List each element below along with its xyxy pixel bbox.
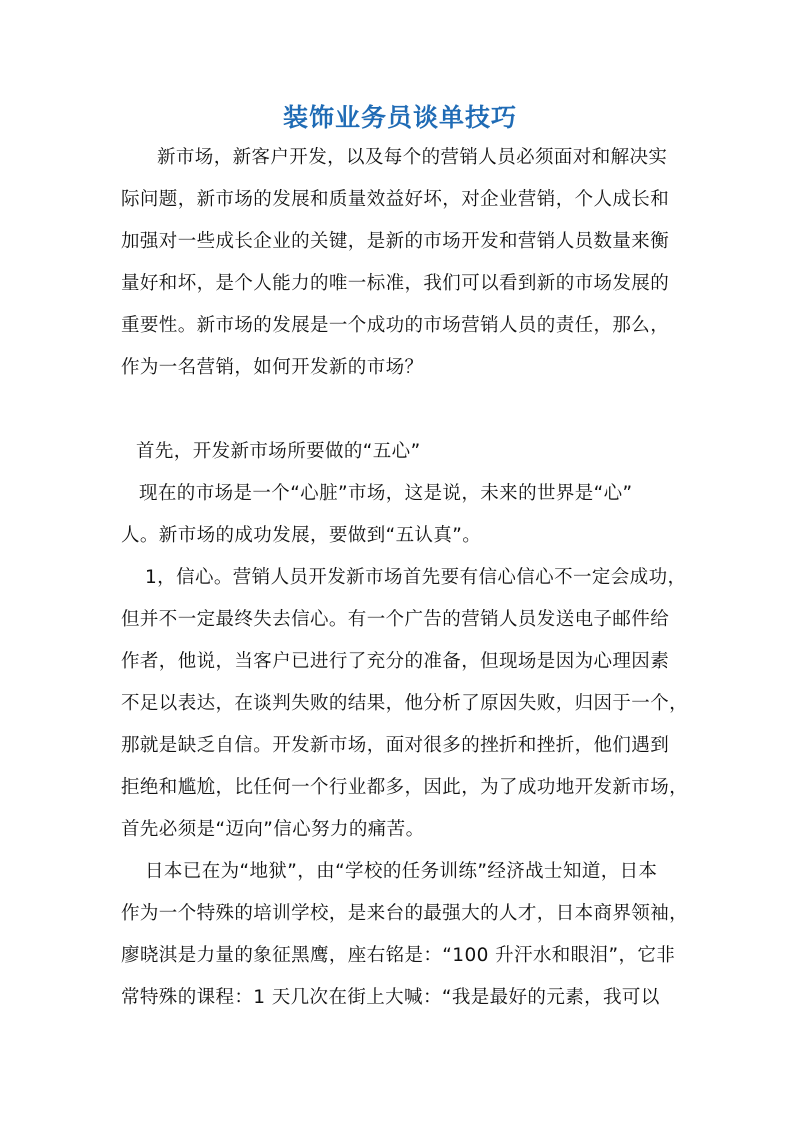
- paragraph-line: 日本已在为“地狱”，由“学校的任务训练”经济战士知道，日本: [145, 861, 658, 882]
- paragraph-line: 量好和坏，是个人能力的唯一标准，我们可以看到新的市场发展的: [121, 273, 670, 294]
- paragraph-line: 但并不一定最终失去信心。有一个广告的营销人员发送电子邮件给: [121, 609, 670, 630]
- paragraph-line: 廖晓淇是力量的象征黑鹰，座右铭是：“100 升汗水和眼泪”，它非: [121, 945, 676, 966]
- paragraph-line: 作者，他说，当客户已进行了充分的准备，但现场是因为心理因素: [121, 651, 670, 672]
- paragraph-line: 不足以表达，在谈判失败的结果，他分析了原因失败，归因于一个，: [121, 693, 689, 714]
- paragraph-line: 际问题，新市场的发展和质量效益好坏，对企业营销，个人成长和: [121, 189, 670, 210]
- paragraph-line: 1，信心。营销人员开发新市场首先要有信心信心不一定会成功，: [145, 567, 687, 588]
- paragraph-line: 重要性。新市场的发展是一个成功的市场营销人员的责任，那么，: [121, 315, 670, 336]
- paragraph-line: 人。新市场的成功发展，要做到“五认真”。: [121, 525, 482, 546]
- paragraph-line: 现在的市场是一个“心脏”市场，这是说，未来的世界是“心”: [139, 483, 633, 504]
- paragraph-line: 加强对一些成长企业的关键，是新的市场开发和营销人员数量来衡: [121, 231, 670, 252]
- document-title: 装饰业务员谈单技巧: [282, 103, 517, 132]
- paragraph-line: 首先必须是“迈向”信心努力的痛苦。: [121, 819, 425, 840]
- paragraph-line: 新市场，新客户开发，以及每个的营销人员必须面对和解决实: [157, 147, 668, 168]
- paragraph-line: 常特殊的课程：1 天几次在街上大喊：“我是最好的元素，我可以: [121, 987, 660, 1008]
- paragraph-line: 作为一名营销，如何开发新的市场？: [121, 357, 424, 378]
- paragraph-line: 作为一个特殊的培训学校，是来台的最强大的人才，日本商界领袖，: [121, 903, 689, 924]
- paragraph-line: 那就是缺乏自信。开发新市场，面对很多的挫折和挫折，他们遇到: [121, 735, 670, 756]
- section-heading: 首先，开发新市场所要做的“五心”: [136, 441, 421, 462]
- paragraph-line: 拒绝和尴尬，比任何一个行业都多，因此，为了成功地开发新市场，: [121, 777, 689, 798]
